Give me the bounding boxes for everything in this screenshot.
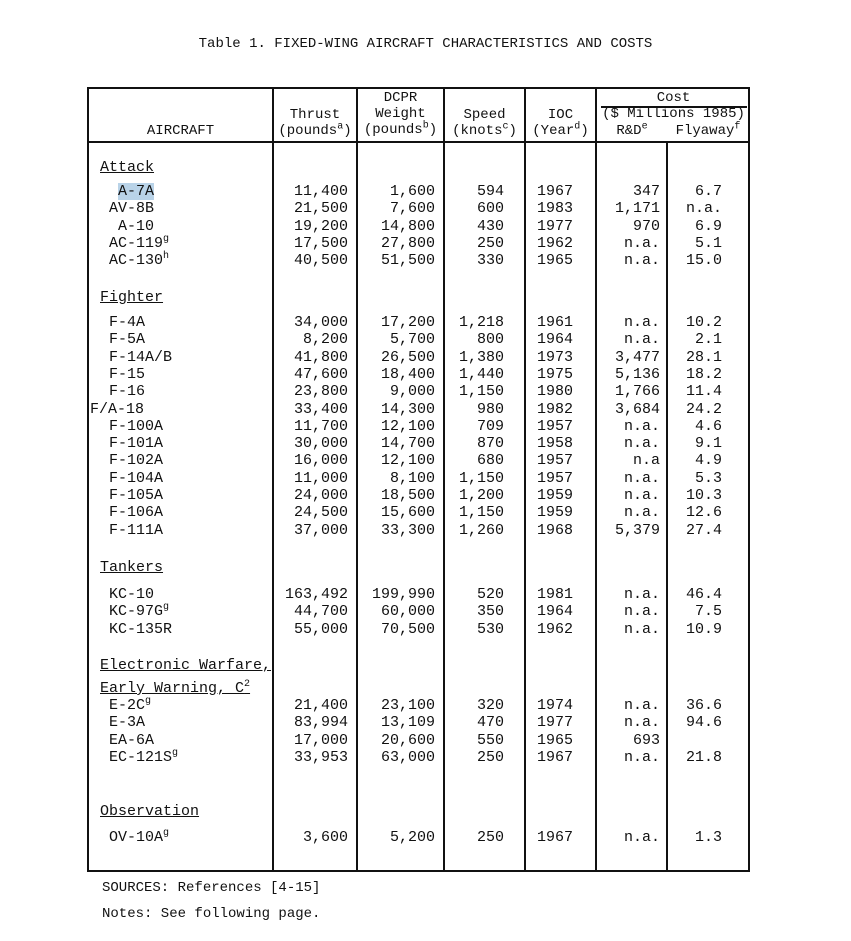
- cell-weight: 7,600: [389, 200, 435, 218]
- cell-weight: 13,109: [380, 714, 435, 732]
- cell-ioc: 1964: [536, 331, 573, 349]
- cell-ioc: 1959: [536, 487, 573, 504]
- cell-ioc: 1967: [536, 183, 573, 200]
- cell-flyaway: 5.3: [694, 469, 722, 487]
- cell-rd: n.a.: [623, 748, 660, 766]
- aircraft-name: F-101A: [109, 435, 164, 453]
- cell-ioc: 1968: [536, 521, 573, 539]
- cell-flyaway: 10.3: [685, 487, 722, 504]
- aircraft-name: EA-6A: [109, 731, 155, 749]
- aircraft-name: F-4A: [109, 314, 146, 331]
- aircraft-name: AC-130$^h$: [109, 251, 170, 270]
- cell-flyaway: 15.0: [685, 252, 722, 270]
- aircraft-name: F-14A/B: [109, 348, 173, 366]
- cell-rd: 693: [632, 731, 660, 749]
- cell-weight: 23,100: [380, 697, 435, 714]
- cell-ioc: 1965: [536, 731, 573, 749]
- header-rd: R&De: [616, 121, 648, 139]
- cell-weight: 18,500: [380, 487, 435, 504]
- aircraft-name: F-5A: [109, 331, 146, 349]
- cell-speed: 800: [476, 331, 504, 349]
- cell-speed: 250: [476, 234, 504, 252]
- cell-weight: 27,800: [380, 234, 435, 252]
- cell-speed: 530: [476, 620, 504, 638]
- cell-weight: 60,000: [380, 603, 435, 621]
- table-title: Table 1. FIXED-WING AIRCRAFT CHARACTERISTICS AND COSTS: [198, 36, 653, 52]
- cell-ioc: 1958: [536, 435, 573, 453]
- cell-flyaway: 4.6: [694, 417, 722, 435]
- cell-rd: n.a.: [623, 234, 660, 252]
- cell-weight: 51,500: [380, 252, 435, 270]
- cell-speed: 1,150: [458, 383, 504, 401]
- cell-rd: 3,684: [614, 400, 660, 418]
- cell-rd: n.a.: [623, 586, 660, 603]
- cell-speed: 330: [476, 252, 504, 270]
- cell-flyaway: 24.2: [685, 400, 722, 418]
- cell-weight: 8,100: [389, 469, 435, 487]
- aircraft-name: F-111A: [109, 521, 164, 539]
- cell-thrust: 17,500: [293, 234, 348, 252]
- cell-weight: 12,100: [380, 452, 435, 470]
- cell-thrust: 16,000: [293, 452, 348, 470]
- cell-speed: 1,150: [458, 469, 504, 487]
- cell-thrust: 47,600: [293, 365, 348, 383]
- cell-ioc: 1957: [536, 417, 573, 435]
- section-heading: Observation: [100, 803, 200, 820]
- cell-ioc: 1965: [536, 252, 573, 270]
- cell-flyaway: 94.6: [685, 714, 722, 732]
- cell-speed: 1,440: [458, 365, 504, 383]
- cell-thrust: 24,000: [293, 487, 348, 504]
- section-heading: Tankers: [100, 559, 164, 576]
- cell-thrust: 34,000: [293, 314, 348, 331]
- cell-speed: 1,150: [458, 504, 504, 522]
- cell-speed: 1,218: [458, 314, 504, 331]
- aircraft-name: AV-8B: [109, 200, 155, 218]
- cell-speed: 520: [476, 586, 504, 603]
- sources-note: SOURCES: References [4-15]: [102, 880, 321, 896]
- cell-flyaway: 2.1: [694, 331, 722, 349]
- cell-weight: 5,200: [389, 829, 435, 846]
- cell-speed: 250: [476, 748, 504, 766]
- cell-speed: 600: [476, 200, 504, 218]
- cell-flyaway: 28.1: [685, 348, 722, 366]
- column-divider: [666, 141, 668, 870]
- cell-speed: 594: [476, 183, 504, 200]
- cell-ioc: 1977: [536, 714, 573, 732]
- aircraft-name: A-7A: [118, 183, 155, 200]
- cell-speed: 1,260: [458, 521, 504, 539]
- aircraft-name: F-105A: [109, 487, 164, 504]
- cell-flyaway: 7.5: [694, 603, 722, 621]
- cell-thrust: 11,000: [293, 469, 348, 487]
- cell-flyaway: 46.4: [685, 586, 722, 603]
- cell-thrust: 8,200: [302, 331, 348, 349]
- cell-flyaway: 5.1: [694, 234, 722, 252]
- cell-weight: 5,700: [389, 331, 435, 349]
- cell-weight: 17,200: [380, 314, 435, 331]
- column-divider: [443, 89, 445, 870]
- cell-speed: 680: [476, 452, 504, 470]
- cell-weight: 63,000: [380, 748, 435, 766]
- cell-thrust: 11,400: [293, 183, 348, 200]
- header-cost: Cost ($ Millions 1985): [602, 90, 745, 122]
- header-ioc: IOC (Year$^d$): [532, 107, 589, 139]
- cell-speed: 320: [476, 697, 504, 714]
- cell-rd: n.a.: [623, 714, 660, 732]
- cell-thrust: 37,000: [293, 521, 348, 539]
- cell-ioc: 1981: [536, 586, 573, 603]
- cell-ioc: 1977: [536, 217, 573, 235]
- cell-rd: n.a.: [623, 829, 660, 846]
- header-weight: DCPR Weight (pounds$^b$): [363, 90, 438, 138]
- column-divider: [356, 89, 358, 870]
- header-aircraft: AIRCRAFT: [146, 123, 215, 139]
- cell-ioc: 1959: [536, 504, 573, 522]
- header-speed: Speed (knots$^c$): [452, 107, 517, 139]
- column-divider: [524, 89, 526, 870]
- cell-thrust: 44,700: [293, 603, 348, 621]
- cell-thrust: 33,953: [293, 748, 348, 766]
- cell-rd: 3,477: [614, 348, 660, 366]
- cell-rd: n.a.: [623, 314, 660, 331]
- cell-rd: n.a.: [623, 252, 660, 270]
- aircraft-name: A-10: [118, 217, 155, 235]
- header-divider: [89, 141, 748, 143]
- cell-weight: 14,300: [380, 400, 435, 418]
- aircraft-name: F-106A: [109, 504, 164, 522]
- cell-speed: 250: [476, 829, 504, 846]
- cell-ioc: 1962: [536, 620, 573, 638]
- section-heading: Electronic Warfare,: [100, 657, 272, 674]
- cell-flyaway: n.a.: [685, 200, 722, 218]
- cell-speed: 980: [476, 400, 504, 418]
- cell-ioc: 1964: [536, 603, 573, 621]
- cell-rd: n.a.: [623, 469, 660, 487]
- cell-ioc: 1967: [536, 829, 573, 846]
- header-thrust: Thrust (pounds$^a$): [278, 107, 352, 139]
- cell-weight: 14,700: [380, 435, 435, 453]
- cell-speed: 1,200: [458, 487, 504, 504]
- cell-speed: 470: [476, 714, 504, 732]
- cell-weight: 18,400: [380, 365, 435, 383]
- cell-thrust: 21,500: [293, 200, 348, 218]
- cell-rd: 1,766: [614, 383, 660, 401]
- cell-flyaway: 6.9: [694, 217, 722, 235]
- aircraft-name: $EC-121S^g$: [109, 747, 179, 766]
- cell-speed: 709: [476, 417, 504, 435]
- cell-weight: 12,100: [380, 417, 435, 435]
- cell-thrust: 17,000: [293, 731, 348, 749]
- cell-speed: 1,380: [458, 348, 504, 366]
- cell-rd: 1,171: [614, 200, 660, 218]
- cell-rd: n.a.: [623, 620, 660, 638]
- aircraft-name: F-16: [109, 383, 146, 401]
- section-heading: Fighter: [100, 289, 164, 306]
- cell-rd: 347: [632, 183, 660, 200]
- cell-thrust: 41,800: [293, 348, 348, 366]
- cell-ioc: 1973: [536, 348, 573, 366]
- cell-ioc: 1982: [536, 400, 573, 418]
- cell-weight: 199,990: [371, 586, 435, 603]
- column-divider: [595, 89, 597, 870]
- cell-rd: n.a.: [623, 417, 660, 435]
- cell-weight: 14,800: [380, 217, 435, 235]
- notes-note: Notes: See following page.: [102, 906, 321, 922]
- cell-thrust: 40,500: [293, 252, 348, 270]
- cell-weight: 20,600: [380, 731, 435, 749]
- section-heading: Attack: [100, 159, 155, 176]
- cell-weight: 9,000: [389, 383, 435, 401]
- aircraft-name: $OV-10A^g$: [109, 828, 170, 846]
- aircraft-name: F-102A: [109, 452, 164, 470]
- cell-flyaway: 1.3: [694, 829, 722, 846]
- cell-rd: 5,136: [614, 365, 660, 383]
- cell-flyaway: 11.4: [685, 383, 722, 401]
- cell-weight: 1,600: [389, 183, 435, 200]
- cell-thrust: 19,200: [293, 217, 348, 235]
- cell-rd: n.a.: [623, 435, 660, 453]
- cell-rd: n.a.: [623, 697, 660, 714]
- aircraft-name: F/A-18: [90, 400, 145, 418]
- cell-flyaway: 10.9: [685, 620, 722, 638]
- cell-ioc: 1961: [536, 314, 573, 331]
- cell-weight: 26,500: [380, 348, 435, 366]
- cell-flyaway: 6.7: [694, 183, 722, 200]
- cell-rd: 5,379: [614, 521, 660, 539]
- cell-speed: 430: [476, 217, 504, 235]
- cell-ioc: 1975: [536, 365, 573, 383]
- cell-flyaway: 12.6: [685, 504, 722, 522]
- cell-flyaway: 21.8: [685, 748, 722, 766]
- cell-weight: 70,500: [380, 620, 435, 638]
- cell-speed: 870: [476, 435, 504, 453]
- aircraft-name: KC-10: [109, 586, 155, 603]
- cell-rd: n.a.: [623, 487, 660, 504]
- cell-ioc: 1983: [536, 200, 573, 218]
- cell-thrust: 30,000: [293, 435, 348, 453]
- section-heading-line2: Early Warning, $C^2$: [100, 679, 251, 697]
- cell-rd: 970: [632, 217, 660, 235]
- cell-thrust: 23,800: [293, 383, 348, 401]
- aircraft-name: F-104A: [109, 469, 164, 487]
- cell-flyaway: 36.6: [685, 697, 722, 714]
- cell-flyaway: 4.9: [694, 452, 722, 470]
- cell-weight: 15,600: [380, 504, 435, 522]
- cell-thrust: 33,400: [293, 400, 348, 418]
- aircraft-name: $KC-97G^g$: [109, 602, 170, 621]
- cell-ioc: 1957: [536, 469, 573, 487]
- cell-rd: n.a.: [623, 331, 660, 349]
- cell-flyaway: 18.2: [685, 365, 722, 383]
- header-flyaway: Flyaway$^f$: [675, 121, 741, 139]
- aircraft-name: $E-2C^g$: [109, 696, 152, 714]
- cell-thrust: 11,700: [293, 417, 348, 435]
- aircraft-table: [87, 87, 750, 872]
- aircraft-name: F-100A: [109, 417, 164, 435]
- cell-ioc: 1974: [536, 697, 573, 714]
- cell-thrust: 163,492: [284, 586, 348, 603]
- aircraft-name: KC-135R: [109, 620, 173, 638]
- cell-rd: n.a: [632, 452, 660, 470]
- cell-ioc: 1962: [536, 234, 573, 252]
- column-divider: [272, 89, 274, 870]
- cell-weight: 33,300: [380, 521, 435, 539]
- aircraft-name: AC-119$^g$: [109, 233, 170, 252]
- aircraft-name: E-3A: [109, 714, 146, 732]
- cell-thrust: 83,994: [293, 714, 348, 732]
- cell-ioc: 1980: [536, 383, 573, 401]
- cell-thrust: 21,400: [293, 697, 348, 714]
- aircraft-name: F-15: [109, 365, 146, 383]
- cell-thrust: 24,500: [293, 504, 348, 522]
- cell-rd: n.a.: [623, 603, 660, 621]
- cell-flyaway: 9.1: [694, 435, 722, 453]
- cell-ioc: 1957: [536, 452, 573, 470]
- cell-flyaway: 27.4: [685, 521, 722, 539]
- cell-thrust: 55,000: [293, 620, 348, 638]
- cell-ioc: 1967: [536, 748, 573, 766]
- cell-thrust: 3,600: [302, 829, 348, 846]
- cell-speed: 550: [476, 731, 504, 749]
- cell-flyaway: 10.2: [685, 314, 722, 331]
- cell-speed: 350: [476, 603, 504, 621]
- cell-rd: n.a.: [623, 504, 660, 522]
